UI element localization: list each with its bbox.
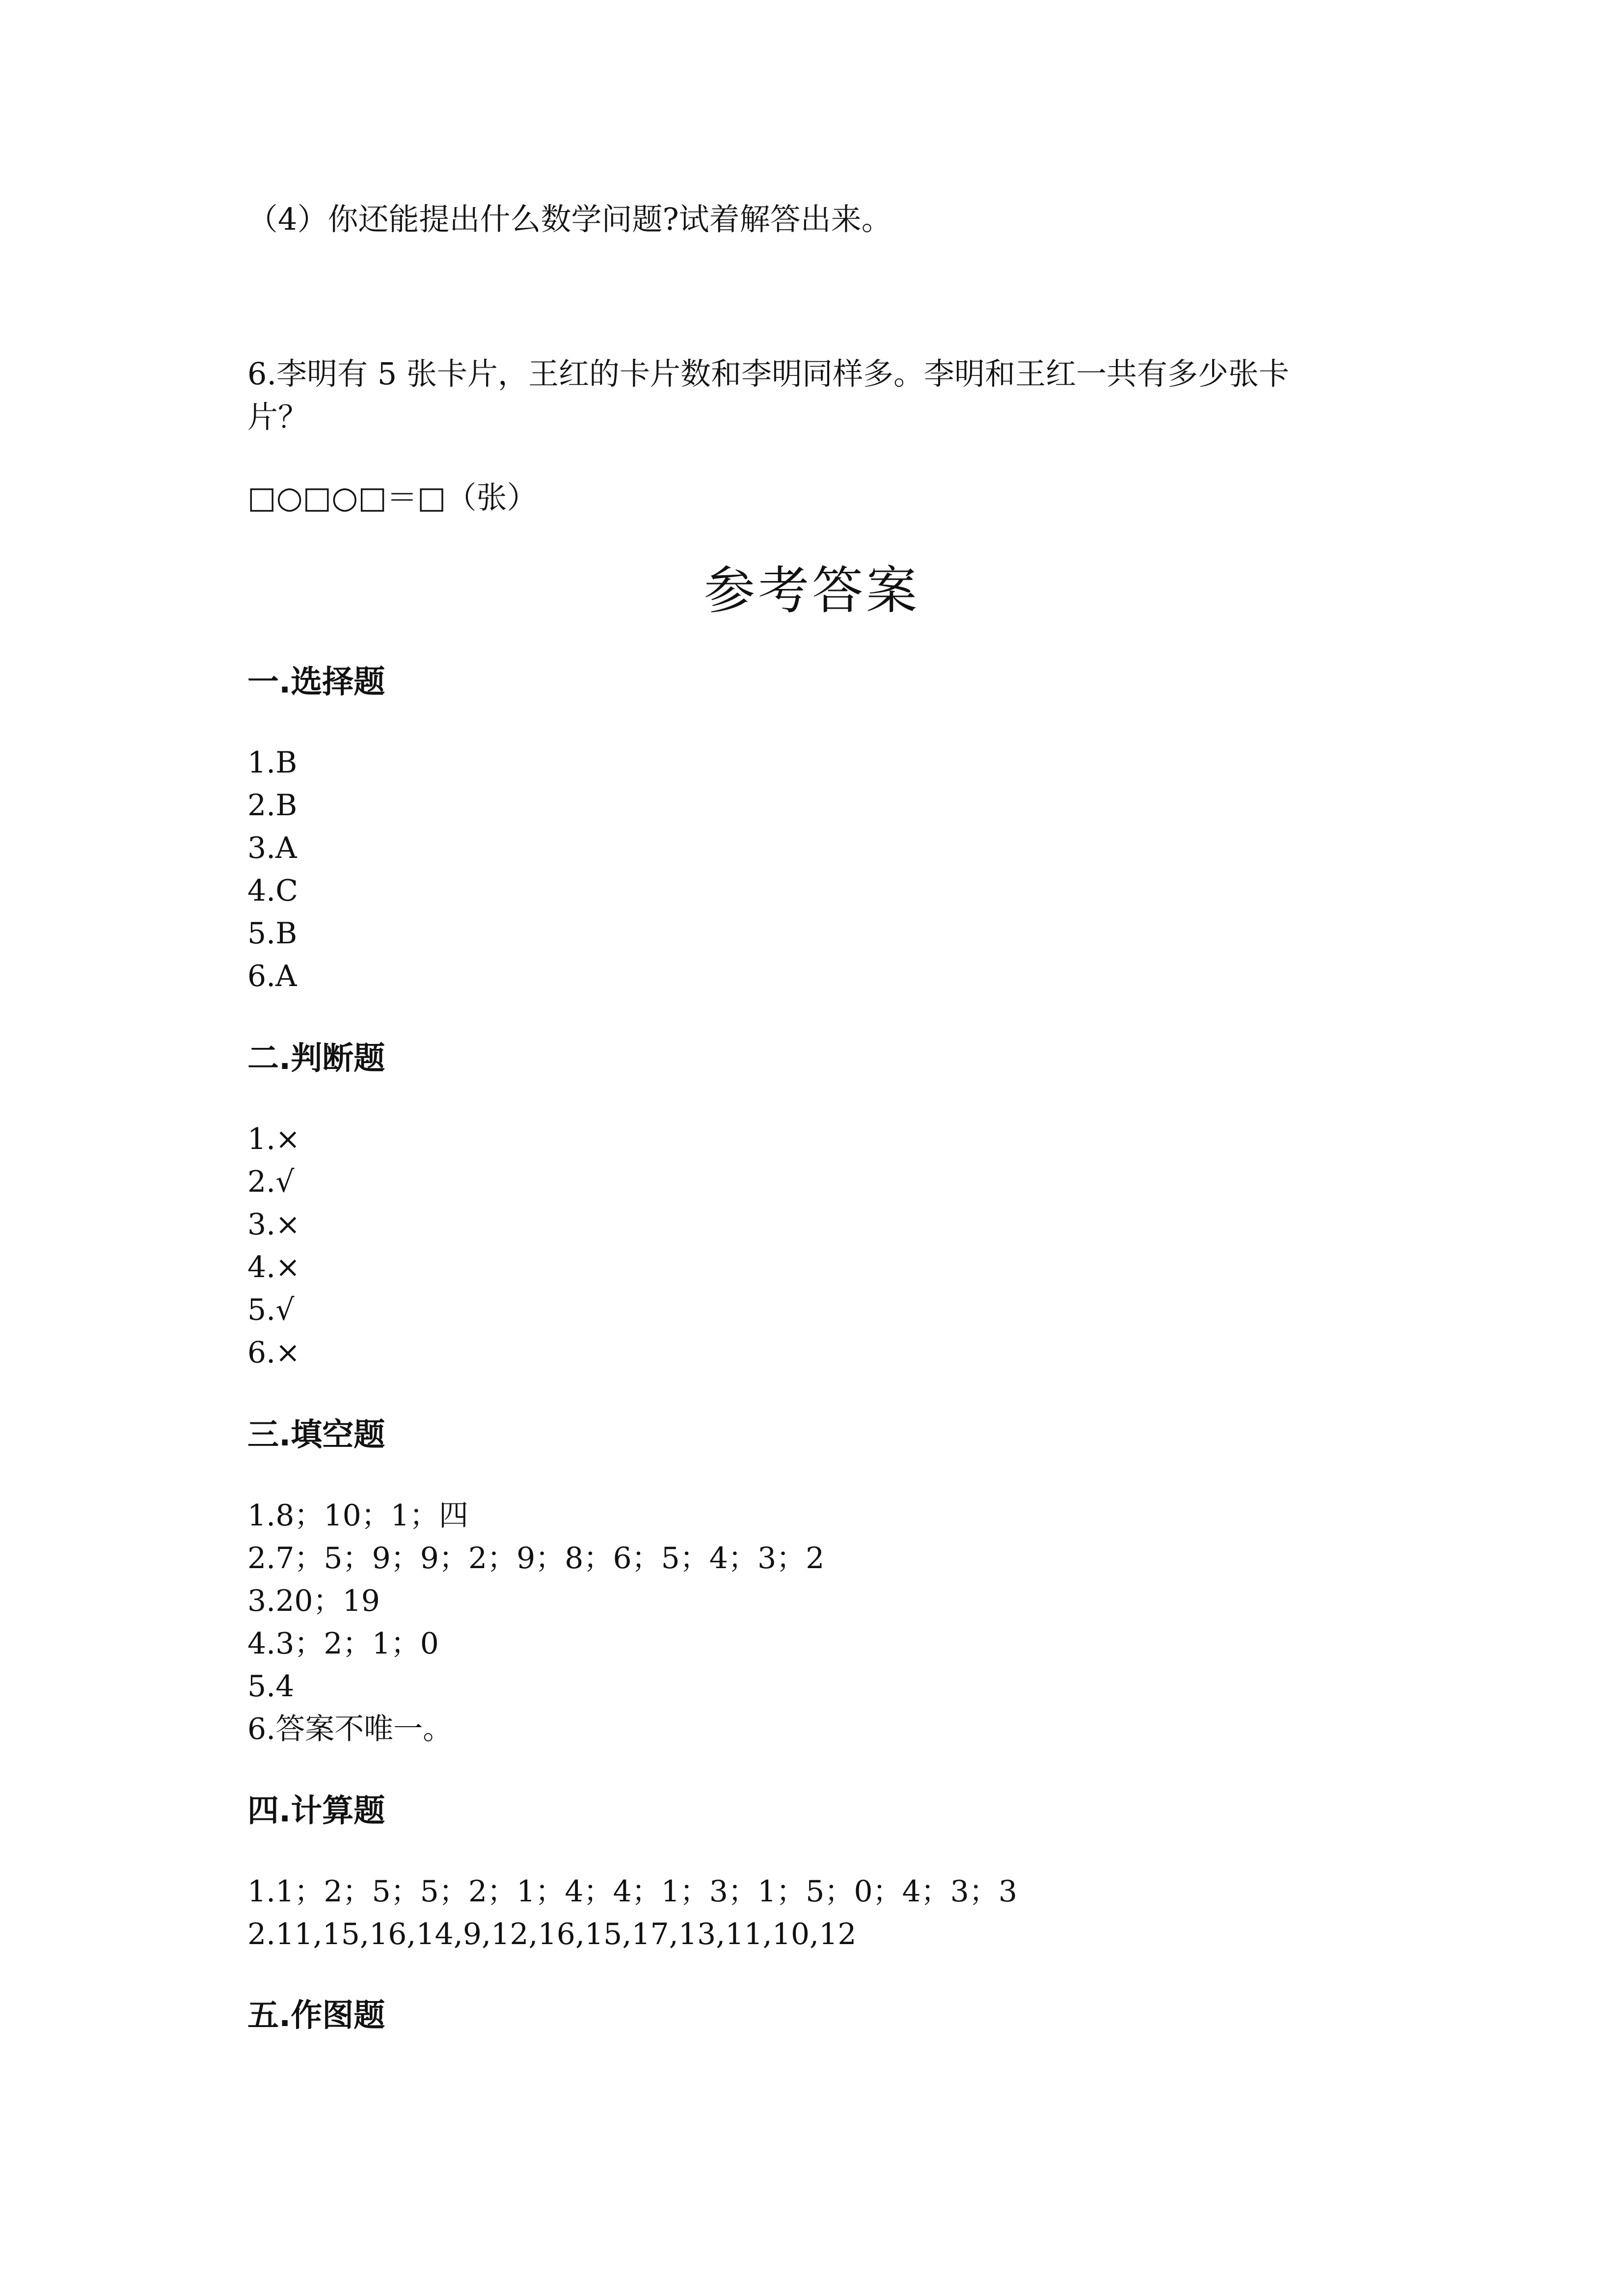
question-6-line-2: 片？ [247, 399, 309, 435]
answer-item: 4.3；2；1；0 [247, 1627, 439, 1661]
answer-item: 2.11,15,16,14,9,12,16,15,17,13,11,10,12 [247, 1917, 857, 1951]
section-heading-judgement: 二.判断题 [247, 1041, 385, 1077]
answer-item: 1.× [247, 1122, 300, 1156]
answer-item: 5.4 [247, 1669, 295, 1704]
answer-item: 4.× [247, 1250, 300, 1284]
section-heading-calculation: 四.计算题 [247, 1793, 385, 1829]
answer-item: 6.A [247, 959, 297, 993]
section-heading-fill-in: 三.填空题 [247, 1417, 385, 1453]
answer-item: 4.C [247, 874, 298, 908]
answer-item: 5.B [247, 916, 298, 951]
answer-item: 2.7；5；9；9；2；9；8；6；5；4；3；2 [247, 1541, 825, 1575]
question-6-line-1: 6.李明有 5 张卡片，王红的卡片数和李明同样多。李明和王红一共有多少张卡 [247, 356, 1290, 392]
answer-item: 1.1；2；5；5；2；1；4；4；1；3；1；5；0；4；3；3 [247, 1874, 1018, 1909]
answer-item: 3.A [247, 831, 297, 865]
answer-item: 3.20；19 [247, 1584, 380, 1618]
answer-item: 2.B [247, 788, 298, 823]
answer-item: 3.× [247, 1207, 300, 1242]
section-heading-choice: 一.选择题 [247, 664, 385, 700]
answer-item: 1.B [247, 746, 298, 780]
answer-item: 1.8；10；1；四 [247, 1498, 468, 1533]
question-5-part-4: （4）你还能提出什么数学问题?试着解答出来。 [247, 201, 892, 237]
section-heading-drawing: 五.作图题 [247, 1998, 385, 2034]
answer-item: 6.答案不唯一。 [247, 1712, 453, 1746]
answers-title: 参考答案 [704, 561, 920, 620]
answer-item: 5.√ [247, 1293, 295, 1327]
answer-item: 2.√ [247, 1165, 295, 1199]
question-6-formula: □○□○□＝□（张） [247, 480, 538, 515]
answer-item: 6.× [247, 1335, 300, 1370]
